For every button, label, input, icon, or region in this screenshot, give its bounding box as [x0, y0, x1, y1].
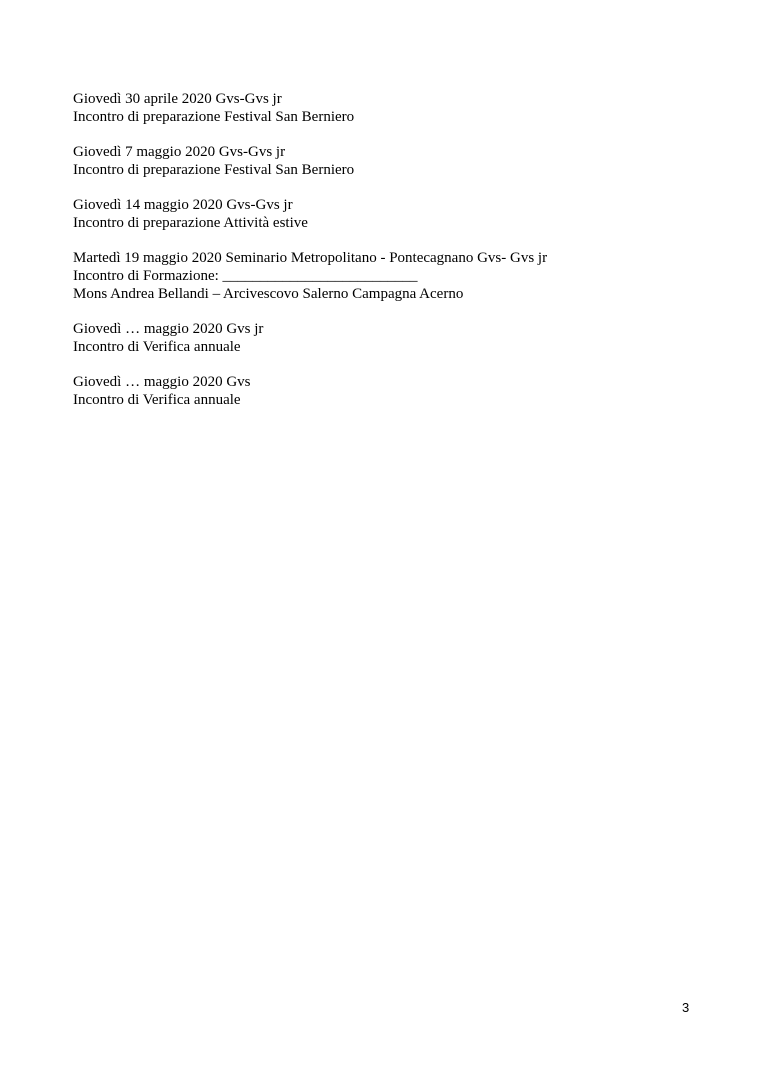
entry-description-line: Incontro di Verifica annuale: [73, 339, 241, 355]
entry-date-line: Giovedì 14 maggio 2020 Gvs-Gvs jr: [73, 197, 293, 213]
entry-description-line: Incontro di preparazione Attività estive: [73, 215, 308, 231]
schedule-entry: [73, 90, 693, 126]
entry-description-line: Incontro di Formazione: __________________________: [73, 268, 418, 284]
entry-date-line: Giovedì … maggio 2020 Gvs: [73, 374, 251, 390]
entry-description-line: Incontro di Verifica annuale: [73, 392, 241, 408]
entry-date-line: Martedì 19 maggio 2020 Seminario Metropolitano - Pontecagnano Gvs- Gvs jr: [73, 250, 548, 266]
schedule-entry: [73, 143, 693, 179]
schedule-entry: [73, 373, 693, 409]
entry-date-line: Giovedì … maggio 2020 Gvs jr: [73, 321, 264, 337]
entry-date-line: Giovedì 7 maggio 2020 Gvs-Gvs jr: [73, 144, 286, 160]
entry-speaker-line: Mons Andrea Bellandi – Arcivescovo Salerno Campagna Acerno: [73, 286, 464, 302]
entry-date-line: Giovedì 30 aprile 2020 Gvs-Gvs jr: [73, 91, 282, 107]
schedule-entry: [73, 249, 693, 303]
schedule-entry: [73, 196, 693, 232]
schedule-entry: [73, 320, 693, 356]
page-number: 3: [682, 1000, 690, 1015]
entry-description-line: Incontro di preparazione Festival San Berniero: [73, 162, 355, 178]
entry-description-line: Incontro di preparazione Festival San Berniero: [73, 109, 355, 125]
schedule-list: [73, 90, 693, 426]
